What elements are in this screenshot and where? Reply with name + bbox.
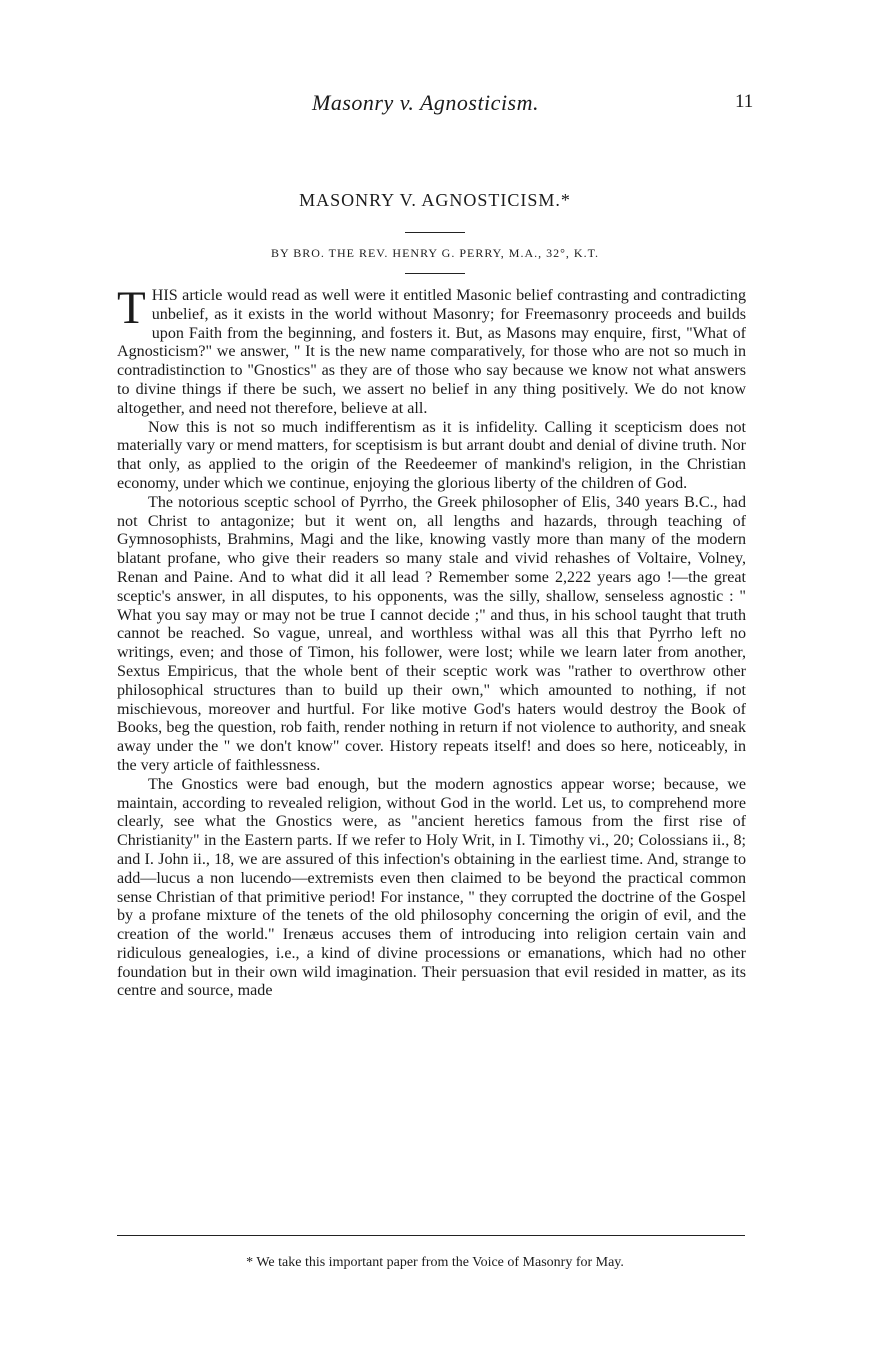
running-title: Masonry v. Agnosticism.: [312, 90, 539, 115]
article-body: [117, 282, 746, 1001]
byline-rule: [405, 273, 465, 274]
footnote-rule: [117, 1235, 745, 1236]
paragraph-4: The Gnostics were bad enough, but the modern agnostics appear worse; because, we maintain, according to revealed religion, without God in the world. Let us, to comprehend more clearly, see what the Gnostics were, as "ancient heretics famous from the first rise of Christianity" in the Eastern parts. If we refer to Holy Writ, in I. Timothy vi., 20; Colossians ii., 8; and I. John ii., 18, we are assured of this infection's obtaining in the earliest time. And, strange to add—lucus a non lucendo—extremists even then claimed to be beyond the practical common sense Christian of that primitive period! For instance, " they corrupted the doctrine of the Gospel by a profane mixture of the tenets of the old philosophy concerning the origin of evil, and the creation of the world." Irenæus accuses them of introducing into religion certain vain and ridiculous genealogies, i.e., a kind of divine processions or emanations, which had no other foundation but in their own wild imagination. Their persuasion that evil resided in matter, as its centre and source, made: [117, 775, 746, 1000]
paragraph-1-text: HIS article would read as well were it entitled Masonic belief contrasting and contradicting unbelief, as it exists in the world without Masonry; for Freemasonry proceeds and builds upon Faith from the beginning, and fosters it. But, as Masons may enquire, first, "What of Agnosticism?" we answer, " It is the new name comparatively, for those who are not so much in contradistinction to "Gnostics" as they are of those who say because we know not what answers to divine things if there be such, we assert no belief in any thing positively. We do not know altogether, and need not therefore, believe at all.: [117, 287, 746, 417]
title-rule: [405, 232, 465, 233]
paragraph-2: Now this is not so much indifferentism as it is infidelity. Calling it scepticism does not materially vary or mend matters, for sceptisism is but arrant doubt and denial of divine truth. Nor that only, as applied to the origin of the Reedeemer of mankind's religion, in the Christian economy, under which we continue, enjoying the glorious liberty of the children of God.: [117, 418, 746, 492]
drop-cap: T: [117, 282, 146, 334]
footnote: * We take this important paper from the Voice of Masonry for May.: [246, 1255, 624, 1270]
byline: BY BRO. THE REV. HENRY G. PERRY, M.A., 32°, K.T.: [270, 246, 600, 260]
page-number: 11: [735, 91, 754, 112]
article-title: MASONRY V. AGNOSTICISM.*: [299, 190, 571, 210]
paragraph-1: [117, 282, 746, 419]
running-head: [0, 90, 870, 124]
paragraph-3: The notorious sceptic school of Pyrrho, the Greek philosopher of Elis, 340 years B.C., had not Christ to antagonize; but it went on, all lengths and hazards, through teaching of Gymnosophists, Brahmins, Magi and the like, knowing vastly more than many of the modern blatant profane, who give their readers so many stale and vivid rehashes of Voltaire, Volney, Renan and Paine. And to what did it all lead ? Remember some 2,222 years ago !—the great sceptic's answer, in all disputes, to his opponents, was the silly, shallow, senseless agnostic : " What you say may or may not be true I cannot decide ;" and thus, in his school taught that truth cannot be reached. So vague, unreal, and worthless withal was all this that Pyrrho left no writings, even; and those of Timon, his follower, were lost; while we learn later from another, Sextus Empiricus, that the whole bent of their sceptic work was "rather to overthrow other philosophical structures than to build up their own," which amounted to nothing, if not mischievous, moreover and hurtful. For like motive God's haters would destroy the Book of Books, beg the question, rob faith, render nothing in return if not violence to authority, and sneak away under the " we don't know" cover. History repeats itself! and does so here, noticeably, in the very article of faithlessness.: [117, 493, 746, 774]
